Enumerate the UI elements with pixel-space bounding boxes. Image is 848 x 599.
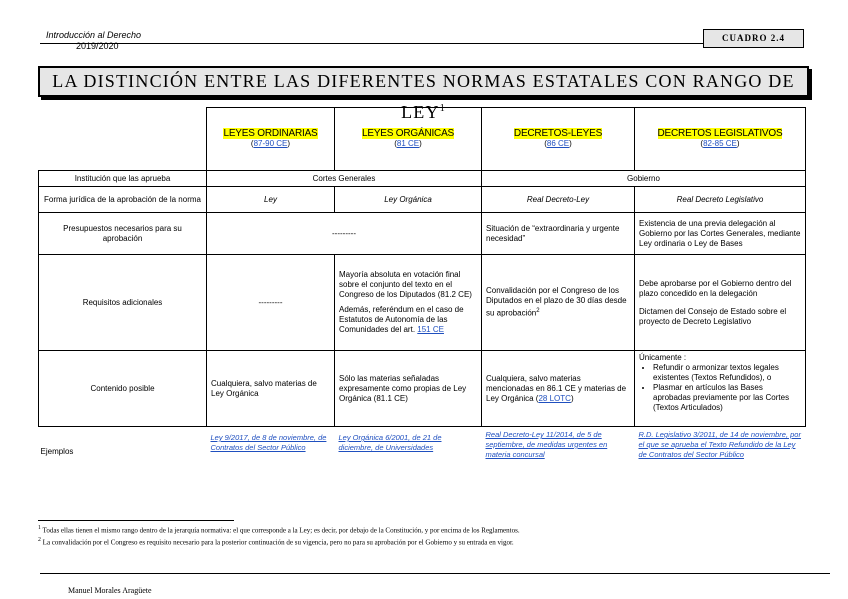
list-item: • Plasmar en artículos las Bases aprobadas previamente por las Cortes (Textos Articulados) <box>653 383 801 413</box>
cell-forma-ley-organica: Ley Orgánica <box>335 187 482 213</box>
header-rule <box>40 43 740 44</box>
contenido-list <box>639 363 801 413</box>
cell-requisitos-ley-organica <box>335 255 482 351</box>
col-ref-link[interactable]: 82-85 CE <box>703 139 737 148</box>
footer-author: Manuel Morales Aragüete <box>68 586 152 595</box>
table-row-forma <box>39 187 806 213</box>
footnote-1 <box>38 524 520 535</box>
footer-rule <box>40 573 830 574</box>
cell-requisitos-rdleg <box>635 255 806 351</box>
requisito-referendum-text: Además, referéndum en el caso de Estatutos de Autonomía de las Comunidades del art. <box>339 305 464 334</box>
course-header <box>46 30 141 52</box>
row-label: Institución que las aprueba <box>39 171 207 187</box>
cell-forma-ley: Ley <box>207 187 335 213</box>
contenido-rdl-close: ) <box>570 393 574 403</box>
art-151-link[interactable]: 151 CE <box>417 325 444 334</box>
cell-requisitos-rdl <box>482 255 635 351</box>
ejemplo-link[interactable]: R.D. Legislativo 3/2011, de 14 de noviembre, por el que se aprueba el Texto Refundido de la Ley de Contratos del Sector Público <box>638 430 801 459</box>
cell-presupuestos-leyes: --------- <box>207 213 482 255</box>
cell-ejemplo-rdl <box>482 427 635 477</box>
row-label: Presupuestos necesarios para su aprobación <box>39 213 207 255</box>
col-ref-link[interactable]: 87-90 CE <box>253 139 288 148</box>
col-ref-link[interactable]: 81 CE <box>396 139 420 148</box>
col-header-leyes-ordinarias: LEYES ORDINARIAS (87-90 CE) <box>207 108 335 171</box>
requisito-dictamen: Dictamen del Consejo de Estado sobre el proyecto de Decreto Legislativo <box>639 306 787 326</box>
page-title <box>38 66 809 122</box>
comparison-table <box>38 107 806 477</box>
cell-presupuestos-rdleg: Existencia de una previa delegación al Gobierno por las Cortes Generales, mediante Ley ordinaria o Ley de Bases <box>635 213 806 255</box>
col-header-decretos-legislativos: DECRETOS LEGISLATIVOS (82-85 CE) <box>635 108 806 171</box>
footnote-text: Todas ellas tienen el mismo rango dentro de la jerarquía normativa: el que corresponde a la Ley; es decir, por debajo de la Constitución, y por encima de los Reglamentos. <box>42 526 520 535</box>
footnote-2 <box>38 536 514 547</box>
cell-gobierno: Gobierno <box>482 171 806 187</box>
table-header-row <box>39 108 806 171</box>
course-year: 2019/2020 <box>76 41 119 51</box>
footnote-number: 2 <box>38 537 41 543</box>
footnote-mark-2: 2 <box>536 308 540 315</box>
requisito-referendum <box>339 305 477 335</box>
cell-presupuestos-rdl: Situación de “extraordinaria y urgente necesidad” <box>482 213 635 255</box>
contenido-rdl-text: Cualquiera, salvo materias mencionadas en 86.1 CE y materias de Ley Orgánica ( <box>486 373 627 403</box>
col-title: DECRETOS-LEYES <box>513 128 603 139</box>
footnote-text: La convalidación por el Congreso es requisito necesario para la posterior continuación de su vigencia, pero no para su aprobación por el Gobierno y su entrada en vigor. <box>42 538 514 547</box>
col-title: LEYES ORDINARIAS <box>223 128 318 139</box>
row-label: Requisitos adicionales <box>39 255 207 351</box>
col-header-leyes-organicas: LEYES ORGÁNICAS (81 CE) <box>335 108 482 171</box>
cell-contenido-ley: Cualquiera, salvo materias de Ley Orgánica <box>207 351 335 427</box>
cell-ejemplo-ley-organica <box>335 427 482 477</box>
corner-cell <box>39 108 207 171</box>
cell-contenido-ley-organica: Sólo las materias señaladas expresamente como propias de Ley Orgánica (81.1 CE) <box>335 351 482 427</box>
ejemplo-link[interactable]: Real Decreto-Ley 11/2014, de 5 de septiembre, de medidas urgentes en materia concursal <box>485 430 608 459</box>
cell-cortes: Cortes Generales <box>207 171 482 187</box>
requisito-mayoria: Mayoría absoluta en votación final sobre el conjunto del texto en el Congreso de los Diputados (81.2 CE) <box>339 270 472 299</box>
row-label: Contenido posible <box>39 351 207 427</box>
col-title: LEYES ORGÁNICAS <box>361 128 455 139</box>
requisito-plazo: Debe aprobarse por el Gobierno dentro del plazo concedido en la delegación <box>639 278 792 298</box>
table-row-contenido <box>39 351 806 427</box>
col-ref-link[interactable]: 86 CE <box>546 139 570 148</box>
title-footnote-mark: 1 <box>439 103 446 114</box>
list-item: • Refundir o armonizar textos legales existentes (Textos Refundidos), o <box>653 363 801 383</box>
col-title: DECRETOS LEGISLATIVOS <box>657 128 783 139</box>
table-row-ejemplos <box>39 427 806 477</box>
contenido-intro: Únicamente : <box>639 353 687 362</box>
table-row-presupuestos <box>39 213 806 255</box>
table-row-requisitos <box>39 255 806 351</box>
table-row-institucion <box>39 171 806 187</box>
footnote-rule <box>38 520 234 521</box>
course-name: Introducción al Derecho <box>46 30 142 40</box>
lotc-28-link[interactable]: 28 LOTC <box>538 393 571 403</box>
cell-ejemplo-ley <box>207 427 335 477</box>
cell-ejemplo-rdleg <box>635 427 806 477</box>
ejemplo-link[interactable]: Ley Orgánica 6/2001, de 21 de diciembre, de Universidades <box>338 433 442 452</box>
cell-forma-rdleg: Real Decreto Legislativo <box>635 187 806 213</box>
footnote-number: 1 <box>38 525 41 531</box>
page-title-text: LA DISTINCIÓN ENTRE LAS DIFERENTES NORMAS ESTATALES CON RANGO DE LEY <box>52 71 795 122</box>
row-label: Forma jurídica de la aprobación de la norma <box>39 187 207 213</box>
cuadro-badge: CUADRO 2.4 <box>703 29 804 48</box>
requisito-convalidacion: Convalidación por el Congreso de los Diputados en el plazo de 30 días desde su aprobación <box>486 286 627 318</box>
cell-requisitos-ley: --------- <box>207 255 335 351</box>
ejemplo-link[interactable]: Ley 9/2017, de 8 de noviembre, de Contratos del Sector Público <box>210 433 327 452</box>
cell-contenido-rdl <box>482 351 635 427</box>
row-label: Ejemplos <box>40 446 74 456</box>
cell-contenido-rdleg <box>635 351 806 427</box>
col-header-decretos-leyes: DECRETOS-LEYES (86 CE) <box>482 108 635 171</box>
cell-forma-rdl: Real Decreto-Ley <box>482 187 635 213</box>
